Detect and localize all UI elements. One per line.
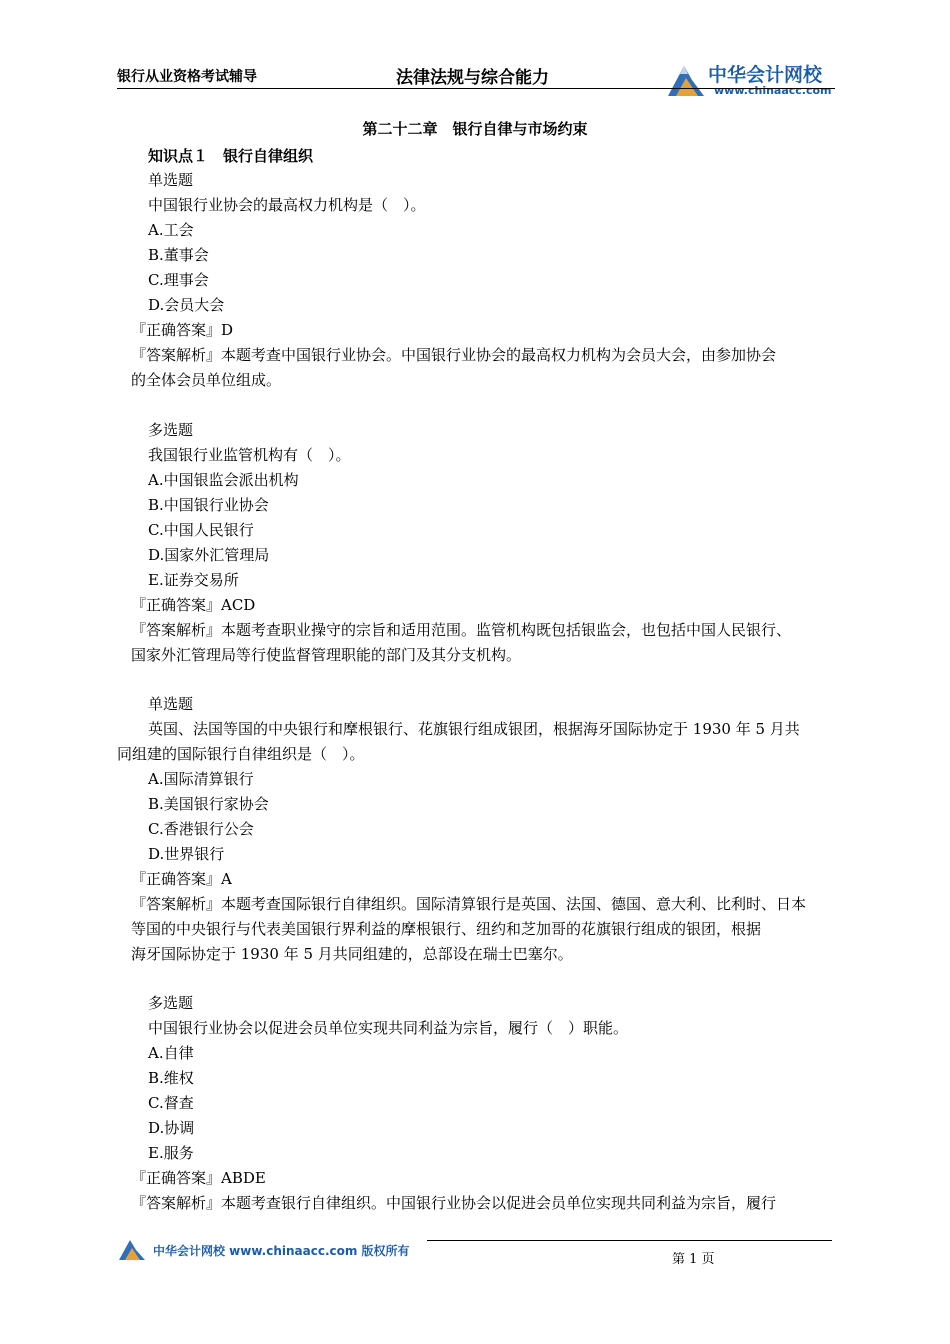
option: A.自律: [148, 1044, 194, 1062]
header-subject-title: 法律法规与综合能力: [396, 68, 549, 88]
answer-explanation: 『答案解析』本题考查中国银行业协会。中国银行业协会的最高权力机构为会员大会，由参加协会: [131, 346, 777, 364]
question-type: 单选题: [148, 695, 194, 713]
option: D.会员大会: [148, 296, 225, 314]
page-number: 第 1 页: [672, 1252, 715, 1267]
option: C.督查: [148, 1094, 194, 1112]
option: D.国家外汇管理局: [148, 546, 270, 564]
answer-explanation: 等国的中央银行与代表美国银行界利益的摩根银行、纽约和芝加哥的花旗银行组成的银团，根据: [131, 920, 762, 938]
option: A.中国银监会派出机构: [148, 471, 299, 489]
knowledge-point-title: 知识点１ 银行自律组织: [148, 147, 314, 165]
option: E.证券交易所: [148, 571, 239, 589]
answer-explanation: 的全体会员单位组成。: [131, 371, 282, 389]
question-stem: 我国银行业监管机构有（ ）。: [148, 446, 351, 464]
correct-answer: 『正确答案』A: [131, 870, 232, 888]
question-type: 单选题: [148, 171, 194, 189]
option: C.中国人民银行: [148, 521, 254, 539]
footer-divider: [427, 1240, 832, 1241]
correct-answer: 『正确答案』ACD: [131, 596, 256, 614]
correct-answer: 『正确答案』ABDE: [131, 1169, 266, 1187]
option: B.美国银行家协会: [148, 795, 269, 813]
option: D.世界银行: [148, 845, 225, 863]
correct-answer: 『正确答案』D: [131, 321, 234, 339]
option: A.工会: [148, 221, 194, 239]
logo-text: 中华会计网校: [708, 64, 823, 86]
question-stem: 同组建的国际银行自律组织是（ ）。: [117, 745, 365, 763]
logo: [664, 60, 840, 100]
logo-mountain-icon: [664, 60, 708, 100]
chapter-title: 第二十二章 银行自律与市场约束: [362, 120, 588, 138]
question-stem: 中国银行业协会的最高权力机构是（ ）。: [148, 196, 426, 214]
answer-explanation: 国家外汇管理局等行使监督管理职能的部门及其分支机构。: [131, 646, 522, 664]
answer-explanation: 海牙国际协定于 1930 年 5 月共同组建的，总部设在瑞士巴塞尔。: [131, 945, 573, 963]
answer-explanation: 『答案解析』本题考查银行自律组织。中国银行业协会以促进会员单位实现共同利益为宗旨，履行: [131, 1194, 777, 1212]
question-stem: 中国银行业协会以促进会员单位实现共同利益为宗旨，履行（ ）职能。: [148, 1019, 629, 1037]
question-stem: 英国、法国等国的中央银行和摩根银行、花旗银行组成银团，根据海牙国际协定于 1930 年 5 月共: [148, 720, 800, 738]
footer-logo-icon: [117, 1236, 147, 1262]
logo-url: www.chinaacc.com: [714, 84, 832, 97]
question-type: 多选题: [148, 421, 194, 439]
option: A.国际清算银行: [148, 770, 254, 788]
question-type: 多选题: [148, 994, 194, 1012]
option: B.董事会: [148, 246, 209, 264]
option: B.维权: [148, 1069, 194, 1087]
option: C.香港银行公会: [148, 820, 254, 838]
header-left-title: 银行从业资格考试辅导: [117, 69, 257, 85]
answer-explanation: 『答案解析』本题考查职业操守的宗旨和适用范围。监管机构既包括银监会，也包括中国人民银行、: [131, 621, 792, 639]
option: E.服务: [148, 1144, 194, 1162]
option: D.协调: [148, 1119, 195, 1137]
footer: [117, 1236, 837, 1266]
header-divider: [117, 88, 835, 89]
option: B.中国银行业协会: [148, 496, 269, 514]
footer-copyright: 中华会计网校 www.chinaacc.com 版权所有: [153, 1244, 410, 1258]
option: C.理事会: [148, 271, 209, 289]
answer-explanation: 『答案解析』本题考查国际银行自律组织。国际清算银行是英国、法国、德国、意大利、比利时、日本: [131, 895, 807, 913]
